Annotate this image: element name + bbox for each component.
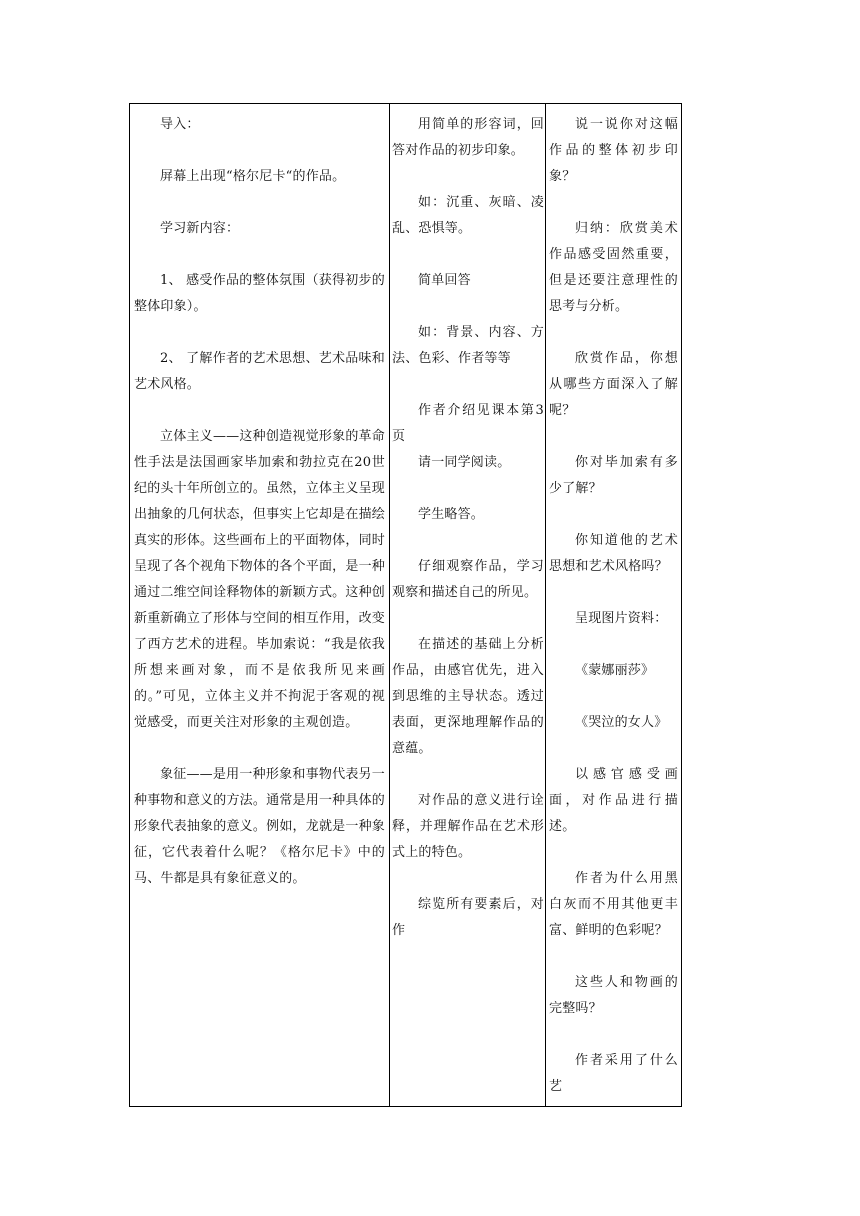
activity-text: 如：沉重、灰暗、凌乱、恐惧等。 [392,195,544,236]
guidance-text: 《哭泣的女人》 [575,715,668,730]
teacher-guidance-column [546,104,681,1106]
activity-text: 在描述的基础上分析作品，由感官优先，进入到思维的主导状态。透过表面，更深地理解作品的意蕴。 [392,637,544,756]
activity-text: 如：背景、内容、方法、色彩、作者等等 [392,325,544,366]
activity-text: 对作品的意义进行诠释，并理解作品在艺术形式上的特色。 [392,793,544,860]
guidance-text: 欣赏作品，你想从哪些方面深入了解呢？ [549,351,678,418]
intro-heading: 导入： [160,117,200,132]
guidance-text: 归纳：欣赏美术作品感受固然重要，但是还要注意理性的思考与分析。 [549,221,678,314]
guidance-text: 说一说你对这幅作品的整体初步印象？ [549,117,678,184]
guidance-text: 这些人和物画的完整吗？ [549,975,678,1016]
activity-text: 仔细观察作品，学习观察和描述自己的所见。 [392,559,544,600]
goal-item-2: 2、 了解作者的艺术思想、艺术品味和艺术风格。 [134,351,385,392]
guidance-text: 《蒙娜丽莎》 [575,663,655,678]
activity-text: 学生略答。 [418,507,485,522]
student-activity-column [390,104,546,1106]
activity-text: 简单回答 [418,273,471,288]
guidance-text: 你对毕加索有多少了解？ [549,455,678,496]
activity-text: 请一同学阅读。 [418,455,511,470]
activity-text: 综览所有要素后，对作 [392,897,544,938]
guidance-text: 呈现图片资料： [575,611,668,626]
cubism-paragraph: 立体主义——这种创造视觉形象的革命性手法是法国画家毕加索和勃拉克在20世纪的头十年所创立的。虽然，立体主义呈现出抽象的几何状态，但事实上它却是在描绘真实的形体。这些画布上的平面物体，同时呈现了各个视角下物体的各个平面，是一种通过二维空间诠释物体的新颖方式。这种创新重新确立了形体与空间的相互作用，改变了西方艺术的进程。毕加索说：“我是依我所想来画对象，而不是依我所见来画的。”可见，立体主义并不拘泥于客观的视觉感受，而更关注对形象的主观创造。 [134,429,385,730]
goal-item-1: 1、 感受作品的整体氛围（获得初步的整体印象）。 [134,273,385,314]
screen-display-text: 屏幕上出现“格尔尼卡“的作品。 [160,169,346,184]
activity-text: 用简单的形容词，回答对作品的初步印象。 [392,117,544,158]
lesson-plan-table [129,103,682,1107]
guidance-text: 作者采用了什么艺 [549,1053,678,1094]
teaching-content-column [130,104,390,1106]
guidance-text: 作者为什么用黑白灰而不用其他更丰富、鲜明的色彩呢？ [549,871,678,938]
activity-text: 作者介绍见课本第3页 [392,403,544,444]
new-content-heading: 学习新内容： [160,221,240,236]
symbolism-paragraph: 象征——是用一种形象和事物代表另一种事物和意义的方法。通常是用一种具体的形象代表抽象的意义。例如，龙就是一种象征，它代表着什么呢？《格尔尼卡》中的马、牛都是具有象征意义的。 [134,767,385,886]
guidance-text: 以感官感受画面，对作品进行描述。 [549,767,678,834]
guidance-text: 你知道他的艺术思想和艺术风格吗？ [549,533,678,574]
